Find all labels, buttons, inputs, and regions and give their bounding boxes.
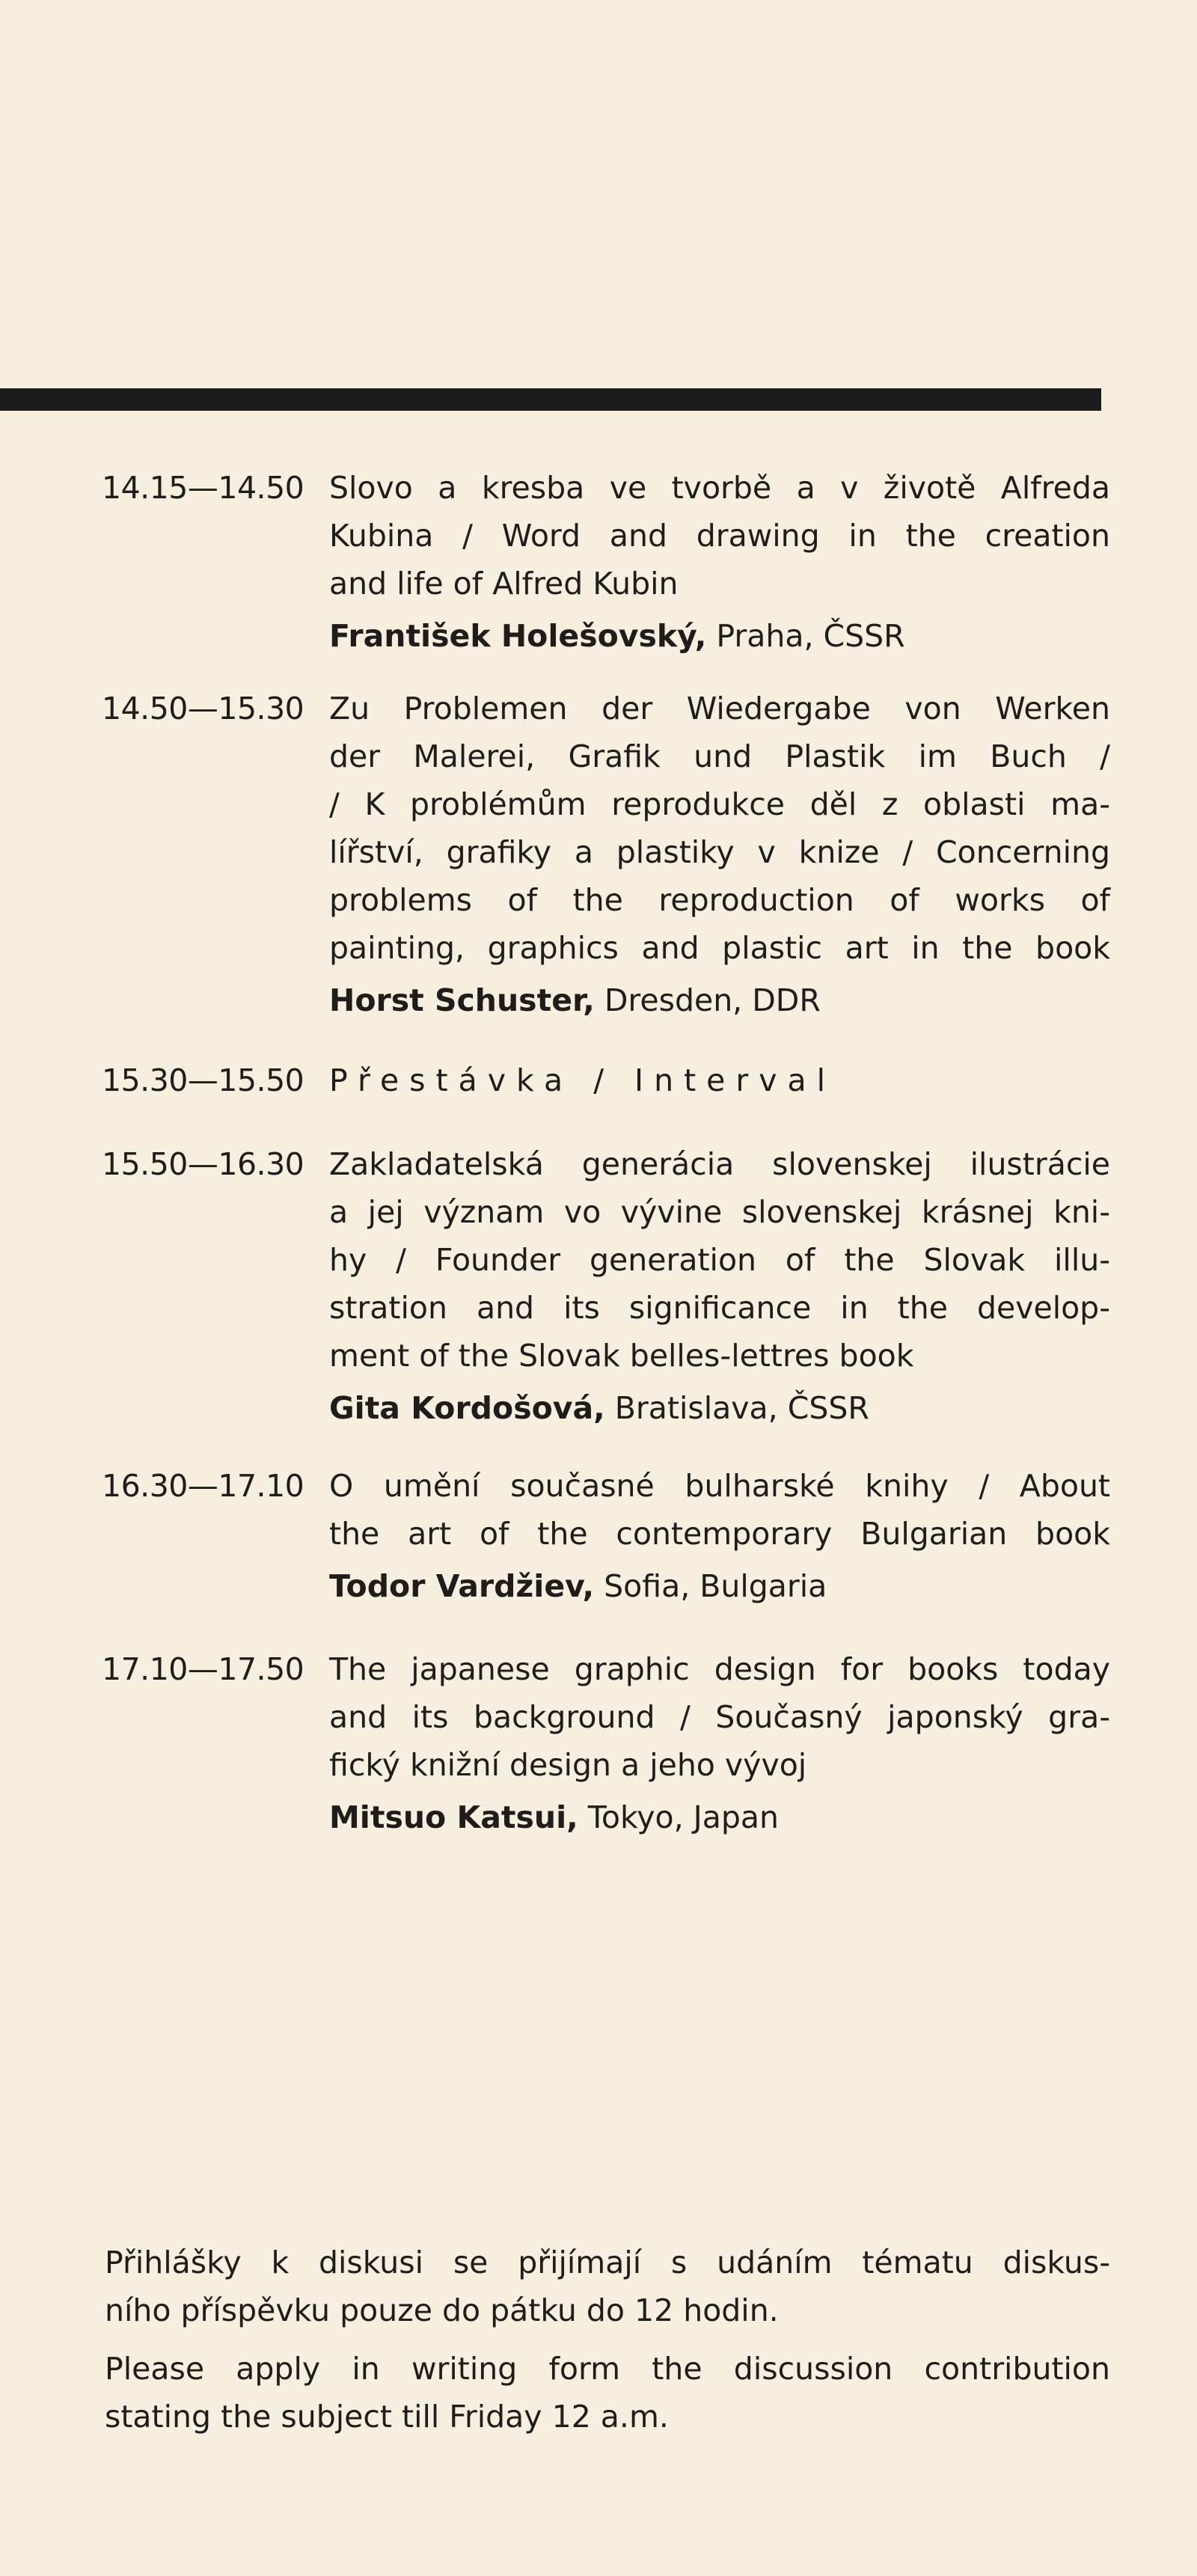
title-line: hy / Founder generation of the Slovak illu- bbox=[329, 1242, 1110, 1278]
title-line: stration and its significance in the develop- bbox=[329, 1290, 1110, 1326]
footer-czech bbox=[105, 2239, 1110, 2334]
title-line: The japanese graphic design for books today bbox=[329, 1651, 1110, 1687]
title-line: Kubina / Word and drawing in the creation bbox=[329, 518, 1110, 554]
entry-body bbox=[329, 1140, 1110, 1432]
footer-notice bbox=[105, 2239, 1110, 2441]
entry-body bbox=[329, 464, 1110, 660]
speaker bbox=[329, 612, 1110, 660]
footer-line: stating the subject till Friday 12 a.m. bbox=[105, 2399, 669, 2435]
title-line: / K problémům reprodukce děl z oblasti ma- bbox=[329, 786, 1110, 822]
entry-body bbox=[329, 1056, 1110, 1104]
top-divider-bar bbox=[0, 388, 1101, 411]
speaker-name: Gita Kordošová, bbox=[329, 1390, 605, 1426]
title-line: O umění současné bulharské knihy / About bbox=[329, 1468, 1110, 1504]
title-line: and life of Alfred Kubin bbox=[329, 566, 679, 602]
footer-english bbox=[105, 2345, 1110, 2441]
entry-body bbox=[329, 1462, 1110, 1610]
title-line: painting, graphics and plastic art in the book bbox=[329, 930, 1110, 966]
speaker-name: Todor Vardžiev, bbox=[329, 1568, 595, 1604]
speaker-place: Praha, ČSSR bbox=[716, 618, 905, 654]
speaker-name: Horst Schuster, bbox=[329, 982, 595, 1018]
footer-line: ního příspěvku pouze do pátku do 12 hodin. bbox=[105, 2292, 779, 2328]
entry-body bbox=[329, 685, 1110, 1024]
speaker bbox=[329, 1562, 1110, 1610]
title-line: and its background / Současný japonský gra- bbox=[329, 1699, 1110, 1735]
speaker bbox=[329, 1384, 1110, 1432]
speaker-place: Tokyo, Japan bbox=[587, 1799, 780, 1835]
speaker bbox=[329, 1793, 1110, 1841]
time-slot: 14.15—14.50 bbox=[102, 470, 304, 506]
speaker bbox=[329, 976, 1110, 1024]
time-slot: 15.50—16.30 bbox=[102, 1146, 304, 1182]
title-line: a jej význam vo vývine slovenskej krásnej kni- bbox=[329, 1194, 1110, 1230]
title-line: Zakladatelská generácia slovenskej ilustrácie bbox=[329, 1146, 1110, 1182]
speaker-place: Dresden, DDR bbox=[604, 982, 821, 1018]
speaker-place: Sofia, Bulgaria bbox=[604, 1568, 827, 1604]
time-slot: 14.50—15.30 bbox=[102, 691, 304, 726]
title-line: Slovo a kresba ve tvorbě a v životě Alfreda bbox=[329, 470, 1110, 506]
time-slot: 16.30—17.10 bbox=[102, 1468, 304, 1504]
speaker-name: Mitsuo Katsui, bbox=[329, 1799, 578, 1835]
title-line: fický knižní design a jeho vývoj bbox=[329, 1747, 807, 1783]
title-line: ment of the Slovak belles-lettres book bbox=[329, 1338, 914, 1374]
title-line: Zu Problemen der Wiedergabe von Werken bbox=[329, 691, 1110, 726]
entry-body bbox=[329, 1645, 1110, 1841]
title-line: the art of the contemporary Bulgarian book bbox=[329, 1516, 1110, 1552]
time-slot: 15.30—15.50 bbox=[102, 1062, 304, 1098]
title-line: der Malerei, Grafik und Plastik im Buch / bbox=[329, 738, 1110, 774]
footer-line: Please apply in writing form the discussion contribution bbox=[105, 2351, 1110, 2387]
speaker-name: František Holešovský, bbox=[329, 618, 707, 654]
interval-label: Přestávka / Interval bbox=[329, 1062, 836, 1098]
footer-line: Přihlášky k diskusi se přijímají s udáním tématu diskus- bbox=[105, 2245, 1110, 2280]
title-line: lířství, grafiky a plastiky v knize / Concerning bbox=[329, 834, 1110, 870]
speaker-place: Bratislava, ČSSR bbox=[614, 1390, 869, 1426]
title-line: problems of the reproduction of works of bbox=[329, 882, 1110, 918]
time-slot: 17.10—17.50 bbox=[102, 1651, 304, 1687]
